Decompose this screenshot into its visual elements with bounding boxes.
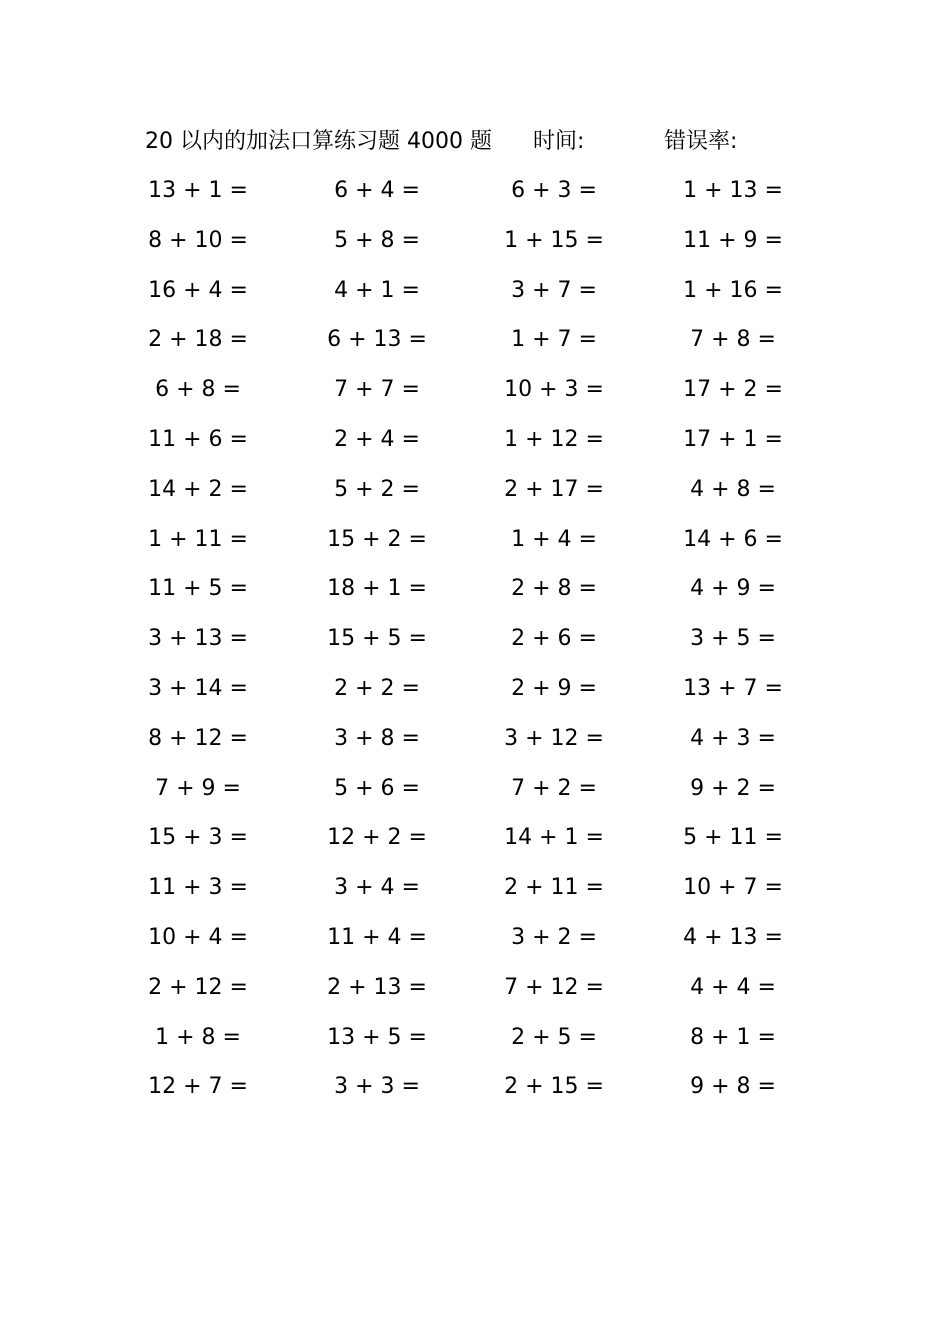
problem: 12 + 2 = xyxy=(327,825,427,851)
problem: 15 + 2 = xyxy=(327,526,427,552)
problem: 9 + 2 = xyxy=(690,775,776,801)
problem: 7 + 7 = xyxy=(334,377,420,403)
problem: 2 + 13 = xyxy=(327,974,427,1000)
problem-row xyxy=(0,571,950,621)
problem-row xyxy=(0,472,950,522)
problem: 4 + 1 = xyxy=(334,277,420,303)
problem: 4 + 9 = xyxy=(690,576,776,602)
problem: 5 + 8 = xyxy=(334,227,420,253)
problem: 8 + 1 = xyxy=(690,1024,776,1050)
problem: 3 + 7 = xyxy=(511,277,597,303)
problem: 5 + 11 = xyxy=(683,825,783,851)
problem: 2 + 18 = xyxy=(148,327,248,353)
problem: 1 + 7 = xyxy=(511,327,597,353)
problem: 7 + 2 = xyxy=(511,775,597,801)
problem: 15 + 5 = xyxy=(327,626,427,652)
problem: 14 + 2 = xyxy=(148,476,248,502)
problem: 2 + 5 = xyxy=(511,1024,597,1050)
problem-row xyxy=(0,372,950,422)
problem: 10 + 3 = xyxy=(504,377,604,403)
problem-row xyxy=(0,173,950,223)
problem: 13 + 7 = xyxy=(683,675,783,701)
problem: 2 + 6 = xyxy=(511,626,597,652)
error-rate-label: 错误率: xyxy=(664,129,738,154)
problem-row xyxy=(0,273,950,323)
problem: 7 + 12 = xyxy=(504,974,604,1000)
problem: 6 + 8 = xyxy=(155,377,241,403)
worksheet-header xyxy=(0,124,950,160)
problem: 4 + 4 = xyxy=(690,974,776,1000)
problem: 10 + 7 = xyxy=(683,875,783,901)
problem-grid xyxy=(0,173,950,1119)
problem: 11 + 3 = xyxy=(148,875,248,901)
problem: 3 + 4 = xyxy=(334,875,420,901)
problem: 15 + 3 = xyxy=(148,825,248,851)
problem-row xyxy=(0,1069,950,1119)
problem: 3 + 13 = xyxy=(148,626,248,652)
problem-row xyxy=(0,771,950,821)
problem-row xyxy=(0,621,950,671)
problem: 11 + 4 = xyxy=(327,924,427,950)
problem: 3 + 12 = xyxy=(504,725,604,751)
problem: 4 + 3 = xyxy=(690,725,776,751)
problem-row xyxy=(0,322,950,372)
problem: 8 + 10 = xyxy=(148,227,248,253)
problem: 1 + 15 = xyxy=(504,227,604,253)
problem: 4 + 13 = xyxy=(683,924,783,950)
problem-row xyxy=(0,721,950,771)
problem-row xyxy=(0,970,950,1020)
problem: 1 + 4 = xyxy=(511,526,597,552)
problem: 1 + 8 = xyxy=(155,1024,241,1050)
problem: 3 + 2 = xyxy=(511,924,597,950)
worksheet-title: 20 以内的加法口算练习题 4000 题 xyxy=(145,129,492,154)
problem: 9 + 8 = xyxy=(690,1074,776,1100)
problem: 17 + 2 = xyxy=(683,377,783,403)
problem: 12 + 7 = xyxy=(148,1074,248,1100)
problem-row xyxy=(0,223,950,273)
problem: 3 + 3 = xyxy=(334,1074,420,1100)
problem: 17 + 1 = xyxy=(683,426,783,452)
problem: 14 + 6 = xyxy=(683,526,783,552)
problem: 11 + 9 = xyxy=(683,227,783,253)
problem: 2 + 12 = xyxy=(148,974,248,1000)
problem-row xyxy=(0,522,950,572)
problem: 7 + 9 = xyxy=(155,775,241,801)
problem: 14 + 1 = xyxy=(504,825,604,851)
problem: 2 + 11 = xyxy=(504,875,604,901)
problem: 2 + 9 = xyxy=(511,675,597,701)
time-label: 时间: xyxy=(533,129,585,154)
problem: 8 + 12 = xyxy=(148,725,248,751)
problem: 2 + 4 = xyxy=(334,426,420,452)
problem: 1 + 16 = xyxy=(683,277,783,303)
problem: 3 + 5 = xyxy=(690,626,776,652)
problem: 1 + 11 = xyxy=(148,526,248,552)
problem: 3 + 8 = xyxy=(334,725,420,751)
problem: 13 + 1 = xyxy=(148,178,248,203)
problem: 2 + 15 = xyxy=(504,1074,604,1100)
problem: 11 + 5 = xyxy=(148,576,248,602)
problem: 2 + 2 = xyxy=(334,675,420,701)
problem: 18 + 1 = xyxy=(327,576,427,602)
problem-row xyxy=(0,1020,950,1070)
problem: 6 + 13 = xyxy=(327,327,427,353)
problem: 16 + 4 = xyxy=(148,277,248,303)
problem: 10 + 4 = xyxy=(148,924,248,950)
problem: 6 + 4 = xyxy=(334,178,420,203)
problem: 1 + 12 = xyxy=(504,426,604,452)
problem: 13 + 5 = xyxy=(327,1024,427,1050)
problem: 1 + 13 = xyxy=(683,178,783,203)
problem-row xyxy=(0,920,950,970)
problem-row xyxy=(0,422,950,472)
problem: 7 + 8 = xyxy=(690,327,776,353)
problem-row xyxy=(0,870,950,920)
problem: 11 + 6 = xyxy=(148,426,248,452)
problem-row xyxy=(0,820,950,870)
problem: 5 + 6 = xyxy=(334,775,420,801)
problem: 4 + 8 = xyxy=(690,476,776,502)
problem: 3 + 14 = xyxy=(148,675,248,701)
problem: 2 + 17 = xyxy=(504,476,604,502)
problem: 6 + 3 = xyxy=(511,178,597,203)
problem: 2 + 8 = xyxy=(511,576,597,602)
problem: 5 + 2 = xyxy=(334,476,420,502)
problem-row xyxy=(0,671,950,721)
